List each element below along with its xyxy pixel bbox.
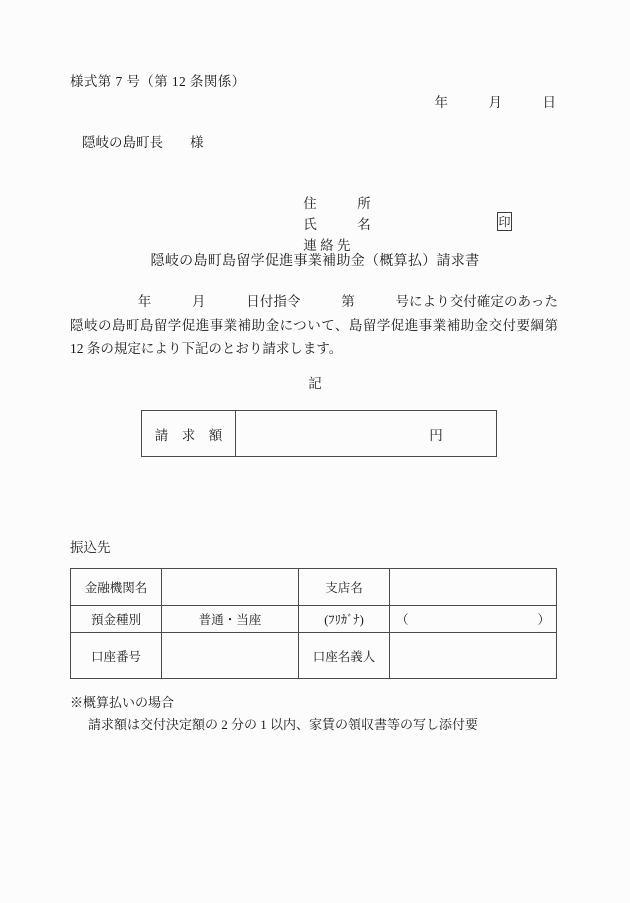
amount-value-cell[interactable] <box>236 411 496 456</box>
furigana-value[interactable] <box>390 606 557 633</box>
table-row <box>71 606 557 633</box>
bank-section-heading: 振込先 <box>70 540 111 555</box>
sender-address-label: 住 所 <box>303 196 371 211</box>
bank-branch-value[interactable] <box>390 569 557 606</box>
addressee-line: 隠岐の島町長 様 <box>82 135 204 150</box>
note-detail: 請求額は交付決定額の 2 分の 1 以内、家賃の領収書等の写し添付要 <box>88 717 479 732</box>
amount-label-cell: 請 求 額 <box>142 411 236 456</box>
account-holder-value[interactable] <box>390 633 557 679</box>
sender-address-row <box>283 172 371 211</box>
bank-institution-value[interactable] <box>162 569 299 606</box>
paren-open: （ <box>396 613 409 627</box>
account-number-label: 口座番号 <box>71 633 162 679</box>
paren-close: ） <box>537 613 550 627</box>
sender-name-row <box>283 193 511 232</box>
table-row <box>71 633 557 679</box>
account-holder-label: 口座名義人 <box>299 633 390 679</box>
sender-block <box>283 172 511 253</box>
body-paragraph: 年 月 日付指令 第 号により交付確定のあった隠岐の島町島留学促進事業補助金について、島留学促進事業補助金交付要綱第 12 条の規定により下記のとおり請求します。 <box>70 294 558 356</box>
bank-details-table <box>70 568 557 679</box>
document-title: 隠岐の島町島留学促進事業補助金（概算払）請求書 <box>150 254 480 269</box>
deposit-type-value[interactable]: 普通・当座 <box>162 606 299 633</box>
table-row <box>71 569 557 606</box>
form-number: 様式第 7 号（第 12 条関係） <box>70 74 246 89</box>
note-heading: ※概算払いの場合 <box>70 695 175 710</box>
date-line: 年 月 日 <box>434 95 556 110</box>
ki-mark: 記 <box>308 376 322 391</box>
bank-institution-label: 金融機関名 <box>71 569 162 606</box>
furigana-label: (ﾌﾘｶﾞﾅ) <box>299 606 390 633</box>
seal-stamp-box: 印 <box>497 212 512 231</box>
deposit-type-label: 預金種別 <box>71 606 162 633</box>
bank-branch-label: 支店名 <box>299 569 390 606</box>
amount-unit: 円 <box>429 427 443 443</box>
sender-name-label: 氏 名 <box>303 217 371 232</box>
sender-contact-label: 連 絡 先 <box>303 238 351 253</box>
amount-table <box>141 410 497 457</box>
account-number-value[interactable] <box>162 633 299 679</box>
sender-contact-row <box>283 214 371 253</box>
